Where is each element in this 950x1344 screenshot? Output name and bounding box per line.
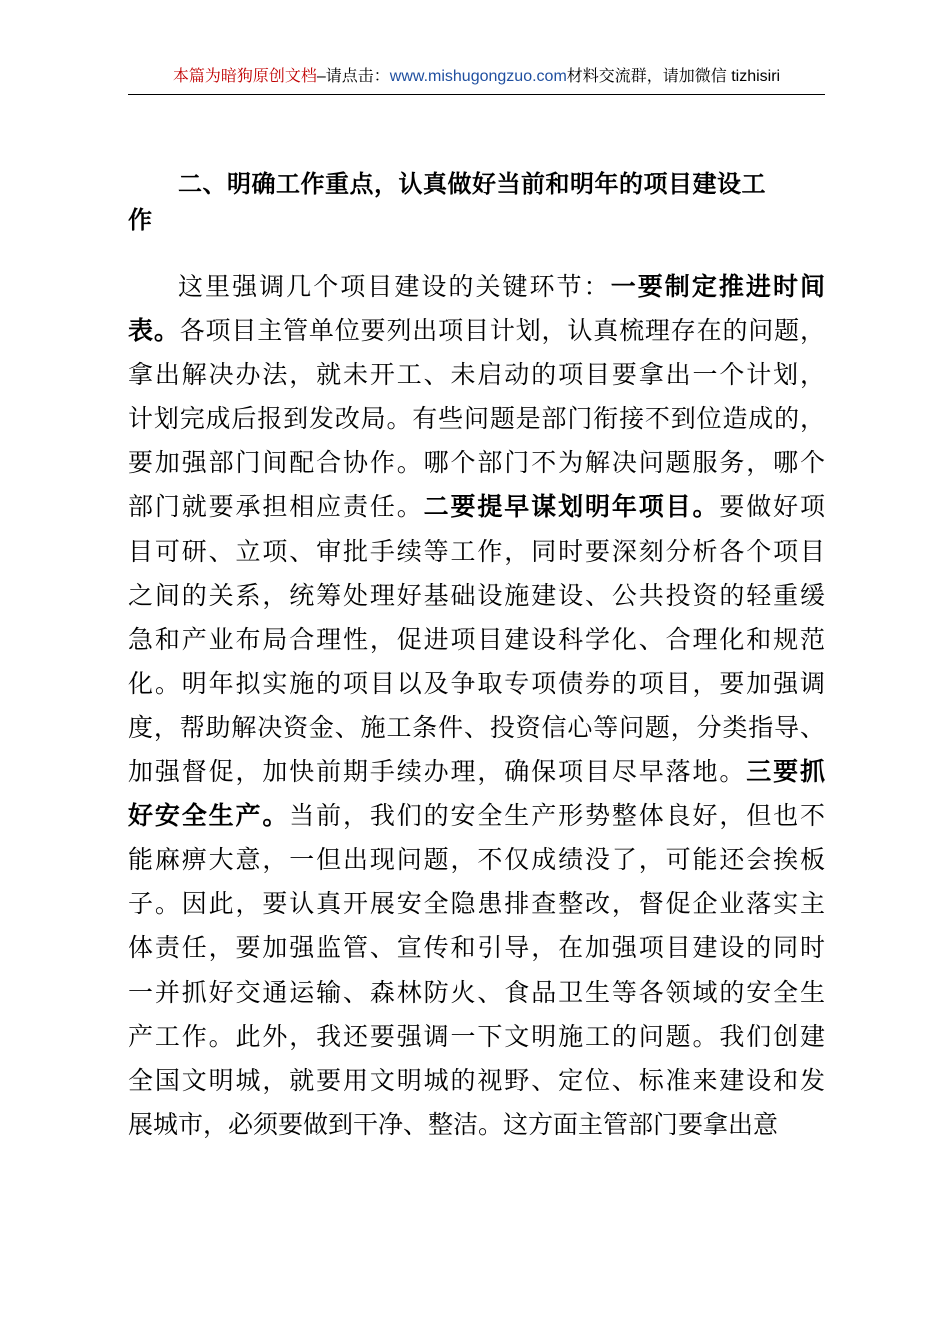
body-text-segment: 全国文明城，就要用文明城的视野、定位、标准来建设和发 (128, 1065, 825, 1095)
emphasis-text: 二要提早谋划明年项目。 (423, 492, 720, 522)
body-line (128, 1015, 825, 1059)
body-text-segment: 产工作。此外，我还要强调一下文明施工的问题。我们创建 (128, 1021, 825, 1051)
body-line (128, 926, 825, 970)
emphasis-text: 表。 (128, 316, 180, 346)
body-text-segment: 目可研、立项、审批手续等工作，同时要深刻分析各个项目 (128, 536, 825, 566)
header-wechat-text: 材料交流群，请加微信 tizhisiri (566, 68, 781, 85)
body-line (128, 1059, 825, 1103)
body-line (128, 794, 825, 838)
body-line (128, 1103, 825, 1147)
body-text-segment: 展城市，必须要做到干净、整洁。这方面主管部门要拿出意 (128, 1109, 779, 1139)
body-text-segment: 度，帮助解决资金、施工条件、投资信心等问题，分类指导、 (128, 712, 825, 742)
body-line (128, 353, 825, 397)
body-line (128, 530, 825, 574)
body-line (128, 574, 825, 618)
body-line (128, 706, 825, 750)
body-line (128, 750, 825, 794)
body-line (128, 971, 825, 1015)
body-line (128, 265, 825, 309)
section-heading-line-2: 作 (128, 206, 152, 234)
body-text-segment: 能麻痹大意，一但出现问题，不仅成绩没了，可能还会挨板 (128, 845, 825, 875)
body-text-segment: 部门就要承担相应责任。 (128, 492, 424, 522)
header-website-link[interactable]: www.mishugongzuo.com (389, 68, 567, 85)
body-text-segment: 化。明年拟实施的项目以及争取专项债券的项目，要加强调 (128, 668, 825, 698)
emphasis-text: 好安全生产。 (128, 801, 290, 831)
body-line (128, 397, 825, 441)
body-line (128, 309, 825, 353)
body-text-segment: 急和产业布局合理性，促进项目建设科学化、合理化和规范 (128, 624, 825, 654)
body-text-segment: 要加强部门间配合协作。哪个部门不为解决问题服务，哪个 (128, 448, 825, 478)
body-text-segment: 要做好项 (719, 492, 825, 522)
body-line (128, 838, 825, 882)
emphasis-text: 一要制定推进时间 (610, 272, 825, 301)
body-line (128, 618, 825, 662)
body-text-segment: 计划完成后报到发改局。有些问题是部门衔接不到位造成的， (128, 404, 825, 434)
body-line (128, 441, 825, 485)
body-text-segment: 之间的关系，统筹处理好基础设施建设、公共投资的轻重缓 (128, 580, 825, 610)
body-text-segment: 当前，我们的安全生产形势整体良好，但也不 (289, 801, 825, 831)
section-heading (128, 166, 825, 238)
body-paragraph (128, 265, 825, 1147)
body-text-segment: 一并抓好交通运输、森林防火、食品卫生等各领域的安全生 (128, 977, 825, 1007)
body-text-segment: 体责任，要加强监管、宣传和引导，在加强项目建设的同时 (128, 933, 825, 963)
body-text-segment: 这里强调几个项目建设的关键环节： (178, 272, 611, 301)
body-text-segment: 子。因此，要认真开展安全隐患排查整改，督促企业落实主 (128, 889, 825, 919)
emphasis-text: 三要抓 (746, 757, 825, 787)
body-text-segment: 加强督促，加快前期手续办理，确保项目尽早落地。 (128, 757, 747, 787)
header-click-prompt: –请点击： (316, 68, 390, 85)
body-text-segment: 拿出解决办法，就未开工、未启动的项目要拿出一个计划， (128, 360, 825, 390)
section-heading-line-1: 二、明确工作重点，认真做好当前和明年的项目建设工 (178, 170, 766, 198)
body-line (128, 662, 825, 706)
body-text-segment: 各项目主管单位要列出项目计划，认真梳理存在的问题， (179, 316, 825, 346)
body-line (128, 882, 825, 926)
body-line (128, 485, 825, 529)
header-promo-text: 本篇为暗狗原创文档 (172, 68, 317, 85)
page-header (128, 64, 825, 95)
